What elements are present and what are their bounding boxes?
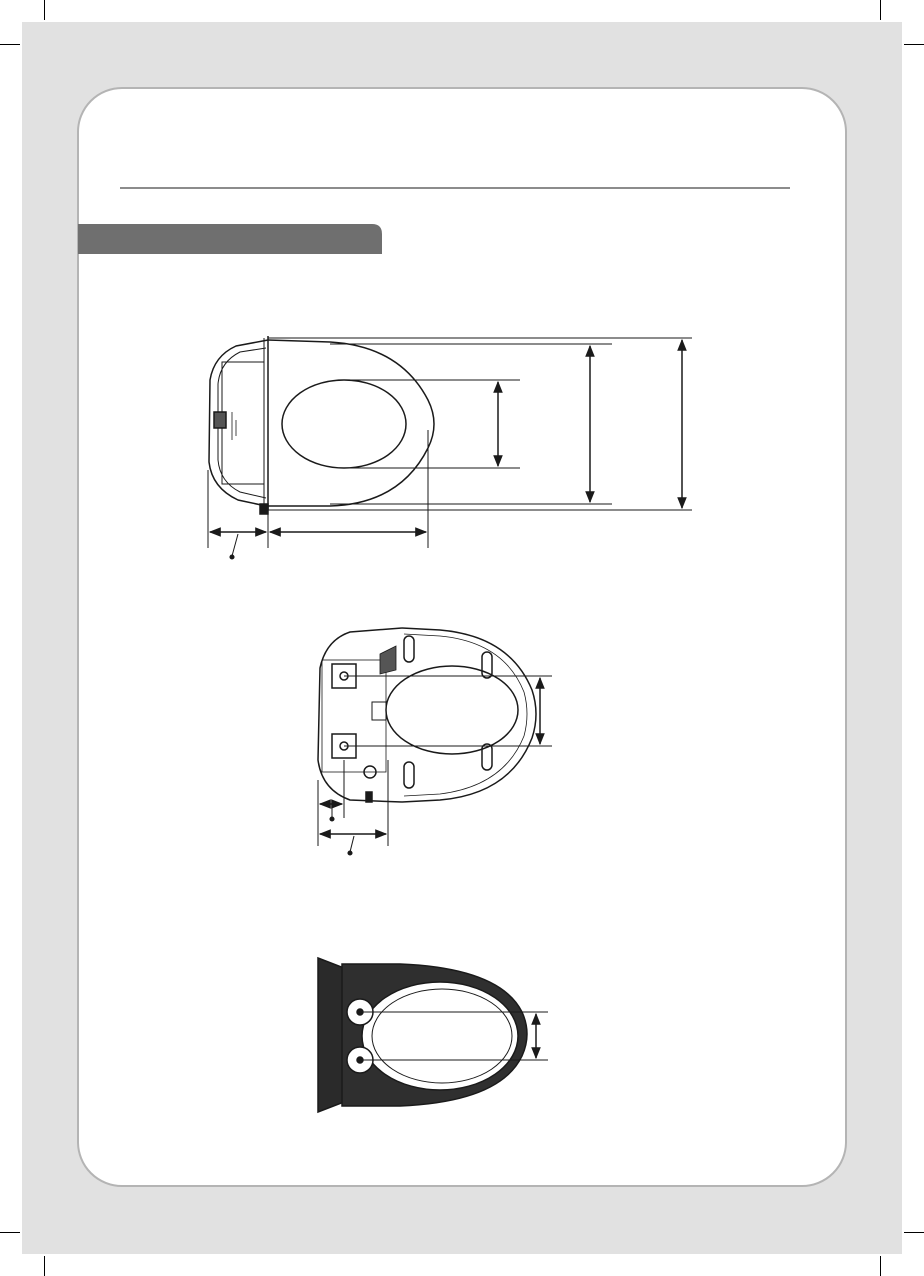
section-tab-label bbox=[92, 226, 372, 254]
top-view-nozzle bbox=[260, 504, 268, 514]
top-view-leader-dot bbox=[230, 555, 234, 559]
bottom-view-nozzle bbox=[366, 792, 372, 802]
toilet-bowl-inner bbox=[372, 989, 512, 1083]
bottom-view-leader-2-dot bbox=[348, 851, 352, 855]
bottom-view-leader-1-dot bbox=[330, 817, 334, 821]
toilet-tank bbox=[318, 958, 344, 1112]
top-view-knob bbox=[214, 412, 226, 428]
